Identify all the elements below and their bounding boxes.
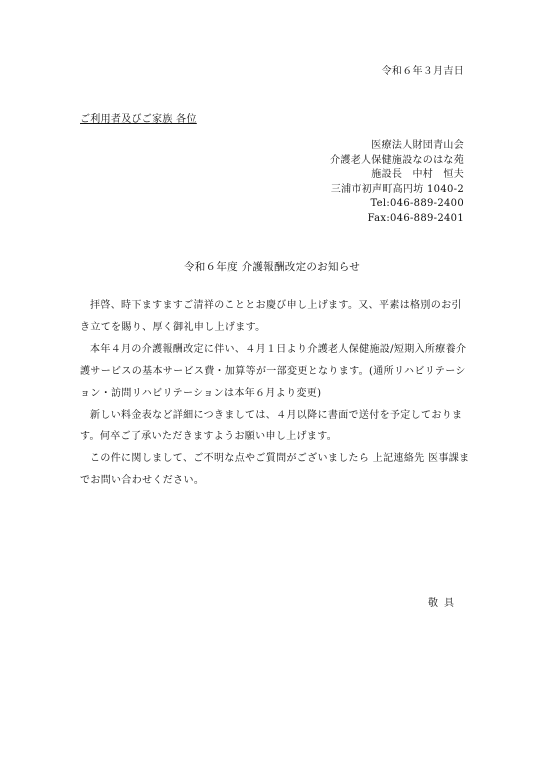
recipient-line: ご利用者及びご家族 各位 — [80, 114, 197, 125]
closing-salutation: 敬具 — [428, 598, 460, 609]
sender-organization: 医療法人財団青山会 — [371, 140, 464, 151]
sender-director: 施設長 中村 恒夫 — [371, 169, 464, 181]
letter-title: 令和６年度 介護報酬改定のお知らせ — [183, 261, 361, 273]
paragraph-greeting: 拝啓、時下ますますご清祥のこととお慶び申し上げます。又、平素は格別のお引き立てを賜り、厚く御礼申し上げます。 — [80, 300, 462, 333]
paragraph-revision: 本年４月の介護報酬改定に伴い、４月１日より介護老人保健施設/短期入所療養介護サービスの基本サービス費・加算等が一部変更となります。(通所リハビリテーション・訪問リハビリテーションは本年６月より変更) — [80, 343, 467, 399]
sender-facility: 介護老人保健施設なのはな苑 — [330, 154, 464, 166]
sender-block — [330, 139, 464, 227]
paragraph-schedule: 新しい料金表など詳細につきましては、４月以降に書面で送付を予定しております。何卒ご了承いただきますようお願い申し上げます。 — [80, 409, 463, 443]
sender-fax: Fax:046-889-2401 — [367, 212, 464, 224]
paragraph-contact: この件に関しまして、ご不明な点やご質問がございましたら 上記連絡先 医事課までお問い合わせください。 — [80, 453, 470, 487]
sender-tel: Tel:046-889-2400 — [370, 198, 464, 210]
letter-body — [80, 295, 470, 492]
sender-address: 三浦市初声町高円坊 1040-2 — [330, 183, 464, 195]
letter-date: 令和６年３月吉日 — [381, 66, 464, 77]
